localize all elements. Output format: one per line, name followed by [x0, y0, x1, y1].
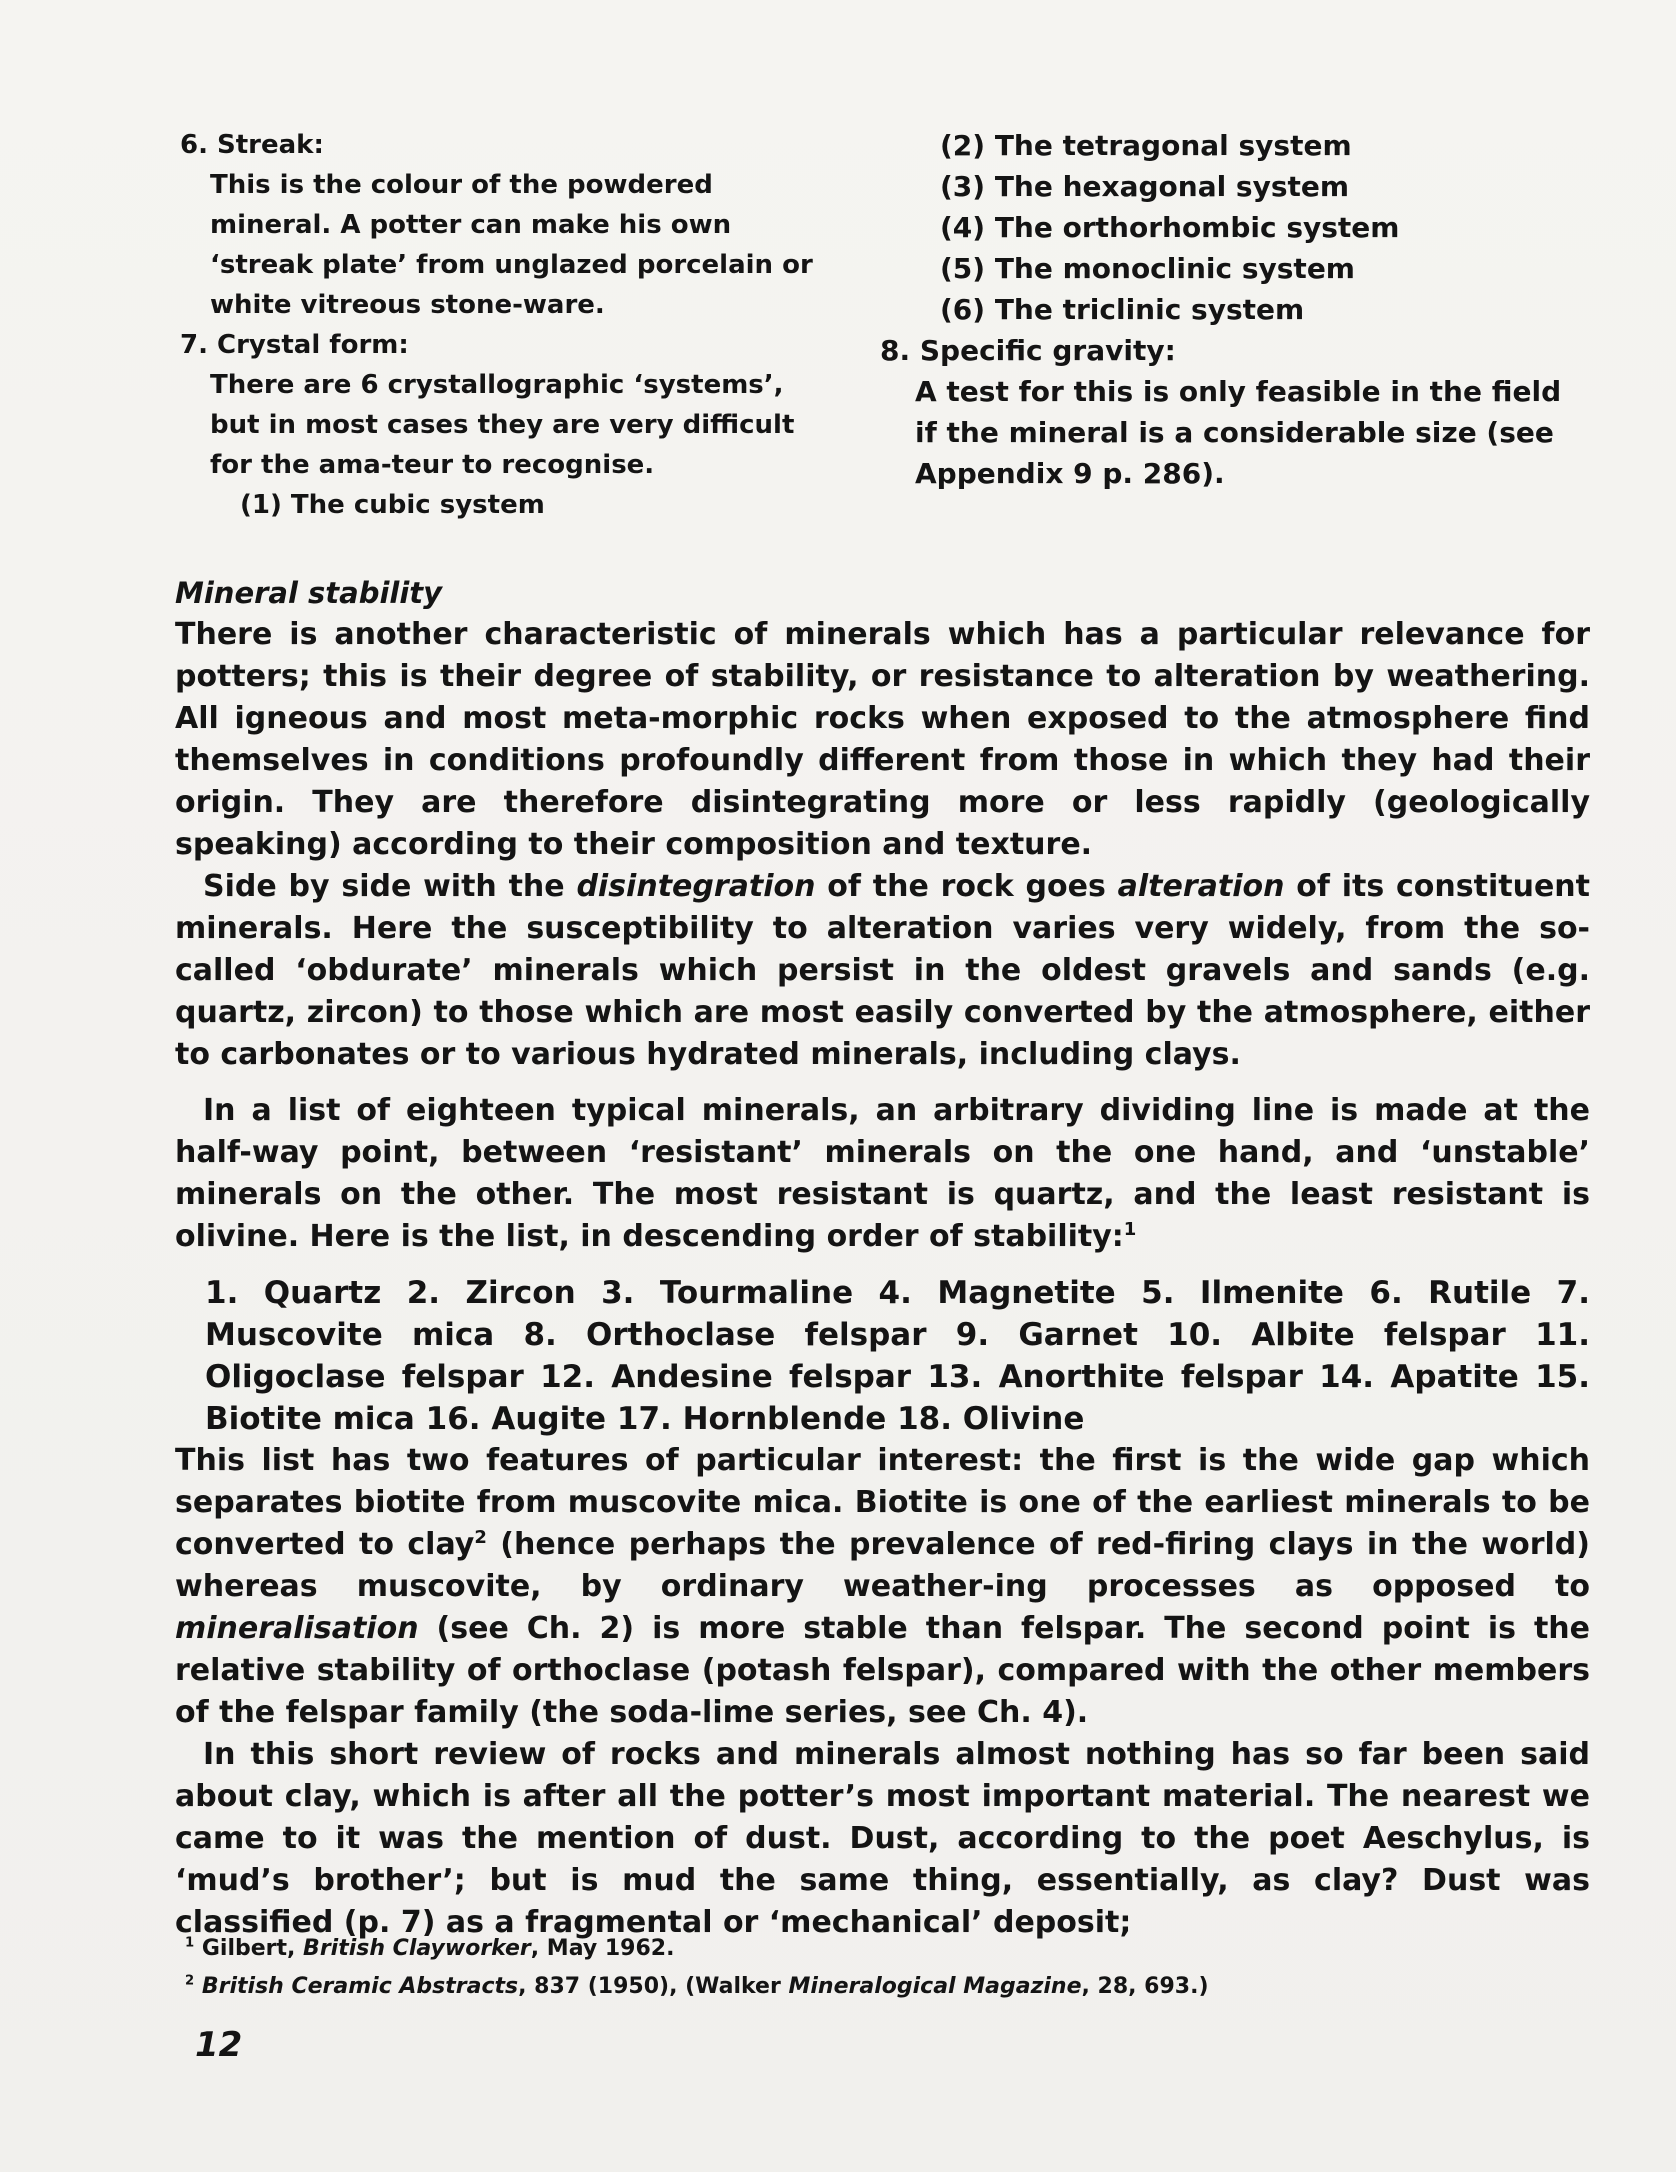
page-number: 12: [195, 2025, 243, 2065]
paragraph-2: Side by side with the disintegration of the rock goes alteration of its constituent minerals. Here the susceptibility to alteration varies very widely, from the so-called ‘obdurate’ minerals which persist in the oldest gravels and sands (e.g. quartz, zircon) to those which are most easily converted by the atmosphere, either to carbonates or to various hydrated minerals, including clays.: [175, 869, 1590, 1072]
paragraph-4: This list has two features of particular interest: the first is the wide gap which separates biotite from muscovite mica. Biotite is one of the earliest minerals to be converted to clay$^2$ (hence perhaps the prevalence of red-firing clays in the world) whereas muscovite, by ordinary weather-ing processes as opposed to mineralisation (see Ch. 2) is more stable than felspar. The second point is the relative stability of orthoclase (potash felspar), compared with the other members of the felspar family (the soda-lime series, see Ch. 4).: [175, 1443, 1590, 1730]
crystal-form-text: There are 6 crystallographic ‘systems’, but in most cases they are very difficult for the ama-teur to recognise.: [210, 370, 795, 480]
system-triclinic: (6) The triclinic system: [940, 293, 1305, 326]
two-column-list: [180, 125, 1580, 545]
streak-text: This is the colour of the powdered mineral. A potter can make his own ‘streak plate’ from unglazed porcelain or white vitreous stone-ware.: [210, 170, 813, 320]
section-title: Mineral stability: [175, 576, 443, 610]
system-tetragonal: (2) The tetragonal system: [940, 129, 1352, 162]
specific-gravity-text: A test for this is only feasible in the field if the mineral is a considerable size (see Appendix 9 p. 286).: [915, 375, 1562, 490]
streak-heading: 6. Streak:: [180, 130, 324, 160]
system-cubic: (1) The cubic system: [240, 490, 545, 520]
footnote-ref-2: 2: [474, 1527, 487, 1548]
system-monoclinic: (5) The monoclinic system: [940, 252, 1355, 285]
system-hexagonal: (3) The hexagonal system: [940, 170, 1350, 203]
footnotes: [185, 1930, 1585, 2006]
right-column: [880, 125, 1580, 494]
footnote-2: $^2$ British Ceramic Abstracts, 837 (1950), (Walker Mineralogical Magazine, 28, 693.): [185, 1973, 1209, 1999]
crystal-form-heading: 7. Crystal form:: [180, 330, 409, 360]
paragraph-1: There is another characteristic of minerals which has a particular relevance for potters; this is their degree of stability, or resistance to alteration by weathering. All igneous and most meta-morphic rocks when exposed to the atmosphere find themselves in conditions profoundly different from those in which they had their origin. They are therefore disintegrating more or less rapidly (geologically speaking) according to their composition and texture.: [175, 617, 1590, 862]
system-orthorhombic: (4) The orthorhombic system: [940, 211, 1400, 244]
specific-gravity-heading: 8. Specific gravity:: [880, 334, 1176, 367]
mineral-list: 1. Quartz 2. Zircon 3. Tourmaline 4. Magnetite 5. Ilmenite 6. Rutile 7. Muscovite mica 8. Orthoclase felspar 9. Garnet 10. Albite felspar 11. Oligoclase felspar 12. Andesine felspar 13. Anorthite felspar 14. Apatite 15. Biotite mica 16. Augite 17. Hornblende 18. Olivine: [205, 1275, 1590, 1437]
paragraph-3: In a list of eighteen typical minerals, an arbitrary dividing line is made at the half-way point, between ‘resistant’ minerals on the one hand, and ‘unstable’ minerals on the other. The most resistant is quartz, and the least resistant is olivine. Here is the list, in descending order of stability:$^1$: [175, 1093, 1590, 1254]
left-column: [180, 125, 830, 525]
main-text: [175, 572, 1590, 1944]
footnote-ref-1: 1: [1123, 1219, 1137, 1240]
paragraph-5: In this short review of rocks and minerals almost nothing has so far been said about clay, which is after all the potter’s most important material. The nearest we came to it was the mention of dust. Dust, according to the poet Aeschylus, is ‘mud’s brother’; but is mud the same thing, essentially, as clay? Dust was classified (p. 7) as a fragmental or ‘mechanical’ deposit;: [175, 1737, 1590, 1940]
footnote-1: $^1$ Gilbert, British Clayworker, May 1962.: [185, 1935, 675, 1961]
